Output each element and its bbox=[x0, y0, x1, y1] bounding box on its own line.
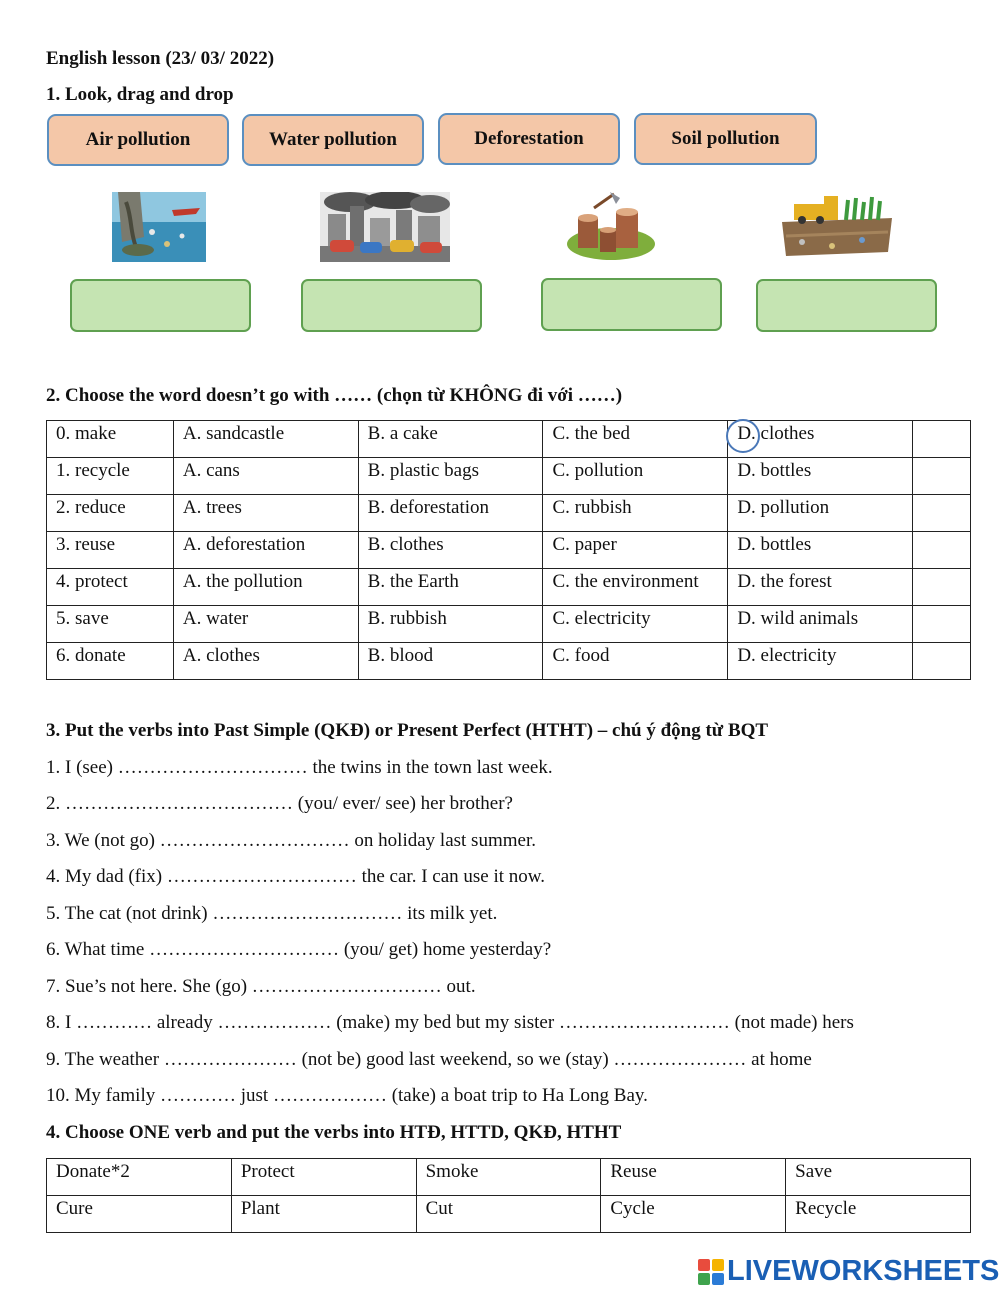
section1-title: 1. Look, drag and drop bbox=[46, 84, 234, 105]
option-cell[interactable]: D. bottles bbox=[728, 458, 913, 495]
option-cell[interactable]: C. the bed bbox=[543, 421, 728, 458]
answer-cell[interactable] bbox=[913, 569, 971, 606]
question-cell: 0. make bbox=[47, 421, 174, 458]
verb-cell: Cycle bbox=[601, 1196, 786, 1233]
table-row bbox=[47, 458, 971, 495]
logo-text: LIVEWORKSHEETS bbox=[727, 1255, 1000, 1287]
table-row bbox=[47, 532, 971, 569]
verb-cell: Protect bbox=[231, 1159, 416, 1196]
table-row bbox=[47, 569, 971, 606]
exercise-line: 2. ……………………………… (you/ ever/ see) her brother? bbox=[46, 793, 513, 814]
page-title: English lesson (23/ 03/ 2022) bbox=[46, 48, 275, 69]
verb-cell: Plant bbox=[231, 1196, 416, 1233]
option-cell[interactable]: C. pollution bbox=[543, 458, 728, 495]
verb-cell: Donate*2 bbox=[47, 1159, 232, 1196]
option-cell[interactable]: D. wild animals bbox=[728, 606, 913, 643]
answer-cell[interactable] bbox=[913, 532, 971, 569]
option-cell[interactable]: D. bottles bbox=[728, 532, 913, 569]
chip-water-pollution[interactable]: Water pollution bbox=[242, 114, 424, 166]
question-cell: 3. reuse bbox=[47, 532, 174, 569]
drop-zone-2[interactable] bbox=[301, 279, 482, 332]
option-cell[interactable]: D. electricity bbox=[728, 643, 913, 680]
table-row bbox=[47, 495, 971, 532]
option-cell[interactable]: A. clothes bbox=[173, 643, 358, 680]
chip-deforestation[interactable]: Deforestation bbox=[438, 113, 620, 165]
exercise-line: 1. I (see) ………………………… the twins in the town last week. bbox=[46, 757, 553, 778]
exercise-line: 8. I ………… already ……………… (make) my bed but my sister ……………………… (not made) hers bbox=[46, 1012, 854, 1033]
question-cell: 5. save bbox=[47, 606, 174, 643]
answer-cell[interactable] bbox=[913, 643, 971, 680]
option-cell[interactable]: A. the pollution bbox=[173, 569, 358, 606]
verb-cell: Smoke bbox=[416, 1159, 601, 1196]
exercise-line: 7. Sue’s not here. She (go) ………………………… out. bbox=[46, 976, 476, 997]
option-cell[interactable]: B. deforestation bbox=[358, 495, 543, 532]
liveworksheets-icon bbox=[698, 1259, 724, 1285]
answer-cell[interactable] bbox=[913, 421, 971, 458]
option-cell[interactable]: D. pollution bbox=[728, 495, 913, 532]
option-cell[interactable]: B. clothes bbox=[358, 532, 543, 569]
water-pollution-image bbox=[112, 192, 206, 262]
choose-word-table-body bbox=[47, 421, 971, 680]
option-cell[interactable]: A. trees bbox=[173, 495, 358, 532]
exercise-line: 3. We (not go) ………………………… on holiday last summer. bbox=[46, 830, 536, 851]
question-cell: 4. protect bbox=[47, 569, 174, 606]
soil-pollution-image bbox=[782, 192, 892, 258]
verb-cell: Save bbox=[786, 1159, 971, 1196]
section2-title: 2. Choose the word doesn’t go with …… (chọn từ KHÔNG đi với ……) bbox=[46, 385, 623, 406]
option-cell[interactable]: D. clothes bbox=[728, 421, 913, 458]
chip-soil-pollution[interactable]: Soil pollution bbox=[634, 113, 817, 165]
option-cell[interactable]: C. paper bbox=[543, 532, 728, 569]
question-cell: 2. reduce bbox=[47, 495, 174, 532]
option-cell[interactable]: B. a cake bbox=[358, 421, 543, 458]
drop-zone-1[interactable] bbox=[70, 279, 251, 332]
table-row bbox=[47, 1159, 971, 1196]
chip-air-pollution[interactable]: Air pollution bbox=[47, 114, 229, 166]
exercise-line: 5. The cat (not drink) ………………………… its milk yet. bbox=[46, 903, 498, 924]
liveworksheets-logo bbox=[698, 1255, 999, 1288]
option-cell[interactable]: C. the environment bbox=[543, 569, 728, 606]
option-cell[interactable]: C. food bbox=[543, 643, 728, 680]
section3-title: 3. Put the verbs into Past Simple (QKĐ) or Present Perfect (HTHT) – chú ý động từ BQT bbox=[46, 720, 769, 741]
answer-cell[interactable] bbox=[913, 495, 971, 532]
option-cell[interactable]: B. rubbish bbox=[358, 606, 543, 643]
verb-cell: Cut bbox=[416, 1196, 601, 1233]
section4-title: 4. Choose ONE verb and put the verbs into HTĐ, HTTD, QKĐ, HTHT bbox=[46, 1122, 622, 1143]
option-cell[interactable]: A. deforestation bbox=[173, 532, 358, 569]
option-cell[interactable]: B. the Earth bbox=[358, 569, 543, 606]
option-cell[interactable]: A. water bbox=[173, 606, 358, 643]
table-row bbox=[47, 606, 971, 643]
option-cell[interactable]: B. plastic bags bbox=[358, 458, 543, 495]
table-row bbox=[47, 643, 971, 680]
choose-word-table bbox=[46, 420, 971, 680]
verb-cell: Reuse bbox=[601, 1159, 786, 1196]
drop-zone-4[interactable] bbox=[756, 279, 937, 332]
verb-cell: Recycle bbox=[786, 1196, 971, 1233]
drop-zone-3[interactable] bbox=[541, 278, 722, 331]
answer-circle bbox=[726, 419, 760, 453]
question-cell: 1. recycle bbox=[47, 458, 174, 495]
exercise-line: 9. The weather ………………… (not be) good last weekend, so we (stay) ………………… at home bbox=[46, 1049, 812, 1070]
answer-cell[interactable] bbox=[913, 606, 971, 643]
verb-cell: Cure bbox=[47, 1196, 232, 1233]
verb-choice-table bbox=[46, 1158, 971, 1233]
table-row bbox=[47, 421, 971, 458]
option-cell[interactable]: C. rubbish bbox=[543, 495, 728, 532]
option-cell[interactable]: B. blood bbox=[358, 643, 543, 680]
deforestation-image bbox=[566, 190, 656, 262]
air-pollution-image bbox=[320, 192, 450, 262]
answer-cell[interactable] bbox=[913, 458, 971, 495]
exercise-line: 10. My family ………… just ……………… (take) a boat trip to Ha Long Bay. bbox=[46, 1085, 648, 1106]
table-row bbox=[47, 1196, 971, 1233]
verb-choice-table-body bbox=[47, 1159, 971, 1233]
option-cell[interactable]: A. cans bbox=[173, 458, 358, 495]
exercise-line: 4. My dad (fix) ………………………… the car. I can use it now. bbox=[46, 866, 546, 887]
option-cell[interactable]: C. electricity bbox=[543, 606, 728, 643]
option-cell[interactable]: D. the forest bbox=[728, 569, 913, 606]
question-cell: 6. donate bbox=[47, 643, 174, 680]
exercise-line: 6. What time ………………………… (you/ get) home yesterday? bbox=[46, 939, 552, 960]
option-cell[interactable]: A. sandcastle bbox=[173, 421, 358, 458]
